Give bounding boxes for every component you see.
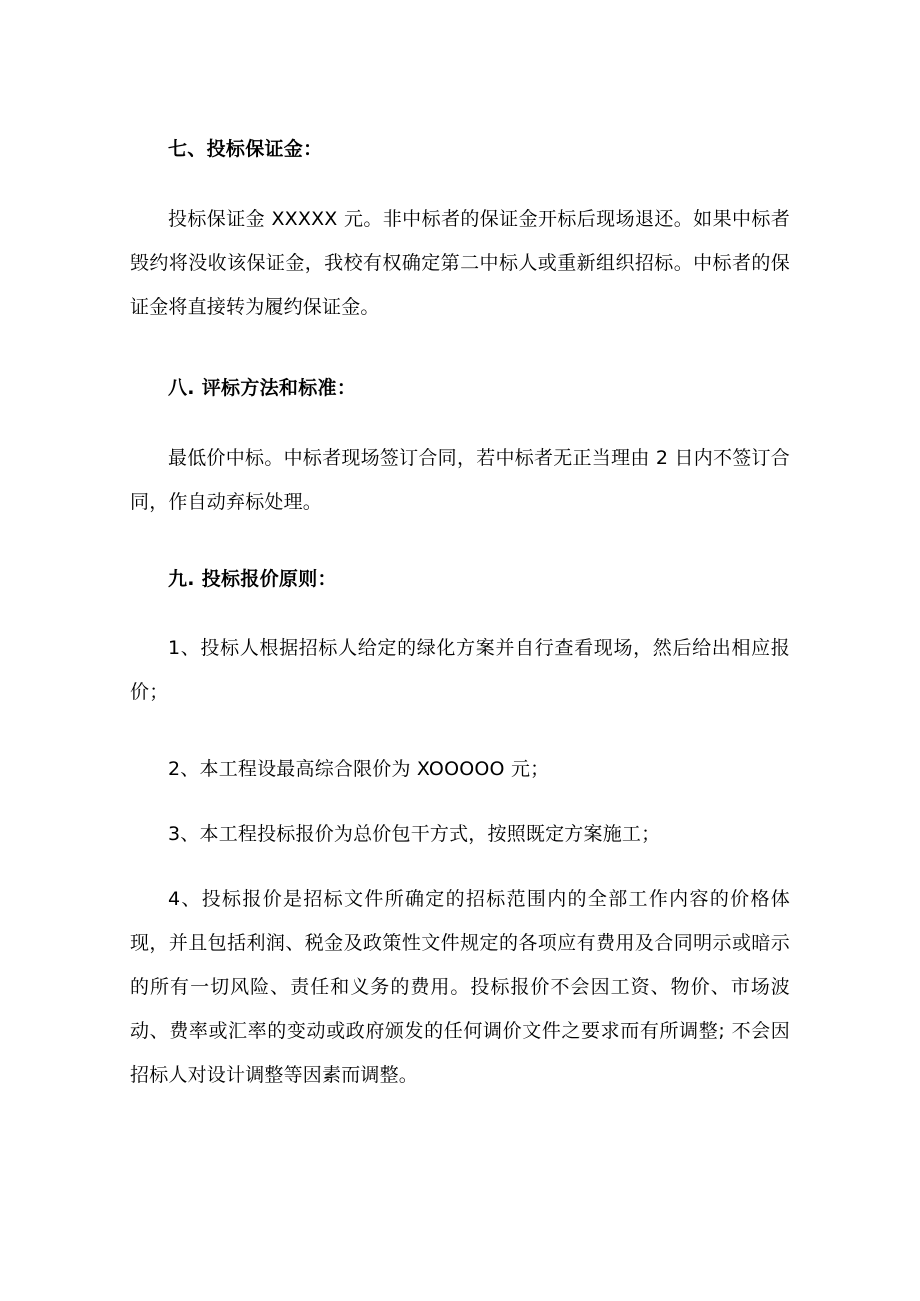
section-9-item-4: 4、投标报价是招标文件所确定的招标范围内的全部工作内容的价格体现，并且包括利润、税金及政策性文件规定的各项应有费用及合同明示或暗示的所有一切风险、责任和义务的费用。投标报价不会因工资、物价、市场波动、费率或汇率的变动或政府颁发的任何调价文件之要求而有所调整; 不会因招标人对设计调整等因素而调整。 (130, 888, 790, 1086)
section-9-item-1: 1、投标人根据招标人给定的绿化方案并自行查看现场，然后给出相应报价； (130, 637, 790, 703)
section-9-heading: 九. 投标报价原则： (168, 568, 337, 590)
section-8-body: 最低价中标。中标者现场签订合同，若中标者无正当理由 2 日内不签订合同，作自动弃标处理。 (130, 447, 790, 513)
section-9-item-3: 3、本工程投标报价为总价包干方式，按照既定方案施工； (168, 823, 661, 845)
section-7-body: 投标保证金 XXXXX 元。非中标者的保证金开标后现场退还。如果中标者毁约将没收该保证金，我校有权确定第二中标人或重新组织招标。中标者的保证金将直接转为履约保证金。 (130, 208, 790, 318)
section-8-heading: 八. 评标方法和标准： (168, 377, 357, 399)
section-7-heading: 七、投标保证金： (168, 138, 323, 160)
section-9-item-2: 2、本工程设最高综合限价为 XOOOOO 元； (168, 758, 550, 780)
